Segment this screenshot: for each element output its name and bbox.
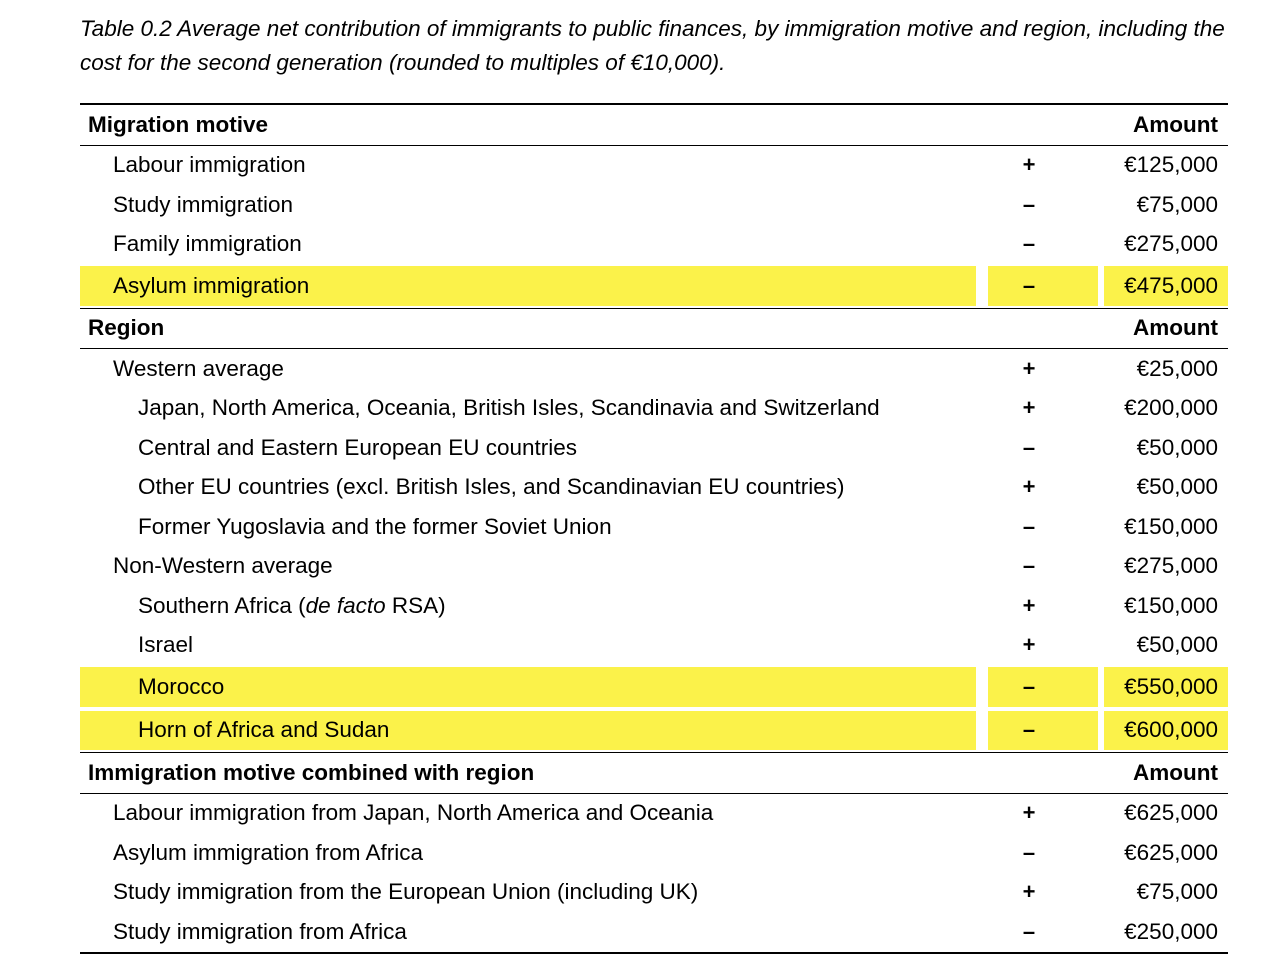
sign-indicator: +: [1022, 355, 1036, 381]
row-label: Former Yugoslavia and the former Soviet Union: [138, 513, 612, 539]
sign-indicator: –: [1022, 434, 1036, 460]
row-label: Southern Africa (de facto RSA): [138, 592, 446, 618]
amount-value: €275,000: [1124, 553, 1219, 579]
row-label: Study immigration: [113, 191, 294, 217]
sign-indicator: +: [1022, 395, 1036, 421]
row-label: Horn of Africa and Sudan: [80, 709, 982, 753]
amount-value: €50,000: [1136, 434, 1219, 460]
table-row: [80, 146, 1228, 186]
row-label: Central and Eastern European EU countries: [138, 434, 578, 460]
sign-indicator: –: [982, 709, 1104, 753]
row-label: Asylum immigration: [80, 264, 982, 308]
amount-value: €625,000: [1124, 839, 1219, 865]
amount-column-header: Amount: [1104, 105, 1228, 146]
table-row: [80, 507, 1228, 547]
amount-value: €25,000: [1136, 355, 1219, 381]
section-title: Immigration motive combined with region: [80, 752, 1104, 794]
sign-indicator: +: [1022, 592, 1036, 618]
table-row: [80, 349, 1228, 389]
amount-value: €150,000: [1124, 513, 1219, 539]
section-header: [80, 308, 1228, 350]
table-row: [80, 547, 1228, 587]
sign-indicator: –: [1022, 918, 1036, 944]
amount-value: €550,000: [1104, 665, 1228, 709]
amount-value: €50,000: [1136, 474, 1219, 500]
amount-value: €75,000: [1136, 879, 1219, 905]
contribution-table: [80, 103, 1228, 954]
amount-value: €275,000: [1124, 231, 1219, 257]
amount-value: €475,000: [1104, 264, 1228, 308]
sign-indicator: –: [982, 264, 1104, 308]
row-label: Non-Western average: [113, 553, 333, 579]
highlighted-table-row: [80, 709, 1228, 753]
table-row: [80, 468, 1228, 508]
table-caption: Table 0.2 Average net contribution of immigrants to public finances, by immigration motive and region, including the cost for the second generation (rounded to multiples of €10,000).: [80, 16, 1225, 75]
table-row: [80, 873, 1228, 913]
row-label: Labour immigration: [113, 152, 306, 178]
sign-indicator: –: [1022, 231, 1036, 257]
sign-indicator: +: [1022, 152, 1036, 178]
amount-value: €200,000: [1124, 395, 1219, 421]
table-row: [80, 794, 1228, 834]
table-row: [80, 389, 1228, 429]
table-row: [80, 185, 1228, 225]
section-title: Region: [80, 308, 1104, 350]
row-label: Morocco: [80, 665, 982, 709]
amount-value: €125,000: [1124, 152, 1219, 178]
section-header: [80, 752, 1228, 794]
sign-indicator: +: [1022, 879, 1036, 905]
row-label: Western average: [113, 355, 284, 381]
sign-indicator: –: [1022, 839, 1036, 865]
sign-indicator: +: [1022, 800, 1036, 826]
row-label: Israel: [138, 632, 194, 658]
amount-column-header: Amount: [1104, 308, 1228, 350]
table-row: [80, 428, 1228, 468]
row-label: Study immigration from the European Union (including UK): [113, 879, 699, 905]
highlighted-table-row: [80, 665, 1228, 709]
row-label: Asylum immigration from Africa: [113, 839, 424, 865]
section-header: [80, 105, 1228, 146]
italic-term: de facto: [305, 592, 386, 618]
sign-indicator: +: [1022, 474, 1036, 500]
row-label: Japan, North America, Oceania, British Isles, Scandinavia and Switzerland: [138, 395, 880, 421]
amount-value: €150,000: [1124, 592, 1219, 618]
table-row: [80, 833, 1228, 873]
row-label: Other EU countries (excl. British Isles, and Scandinavian EU countries): [138, 474, 845, 500]
highlighted-table-row: [80, 264, 1228, 308]
row-label: Family immigration: [113, 231, 302, 257]
table-row: [80, 586, 1228, 626]
amount-value: €75,000: [1136, 191, 1219, 217]
table-row: [80, 626, 1228, 666]
sign-indicator: –: [982, 665, 1104, 709]
table-row: [80, 912, 1228, 952]
sign-indicator: –: [1022, 553, 1036, 579]
sign-indicator: +: [1022, 632, 1036, 658]
row-label: Labour immigration from Japan, North America and Oceania: [113, 800, 714, 826]
table-row: [80, 225, 1228, 265]
sign-indicator: –: [1022, 191, 1036, 217]
amount-value: €50,000: [1136, 632, 1219, 658]
amount-value: €625,000: [1124, 800, 1219, 826]
amount-column-header: Amount: [1104, 752, 1228, 794]
amount-value: €250,000: [1124, 918, 1219, 944]
row-label: Study immigration from Africa: [113, 918, 407, 944]
section-title: Migration motive: [80, 105, 1104, 146]
sign-indicator: –: [1022, 513, 1036, 539]
amount-value: €600,000: [1104, 709, 1228, 753]
